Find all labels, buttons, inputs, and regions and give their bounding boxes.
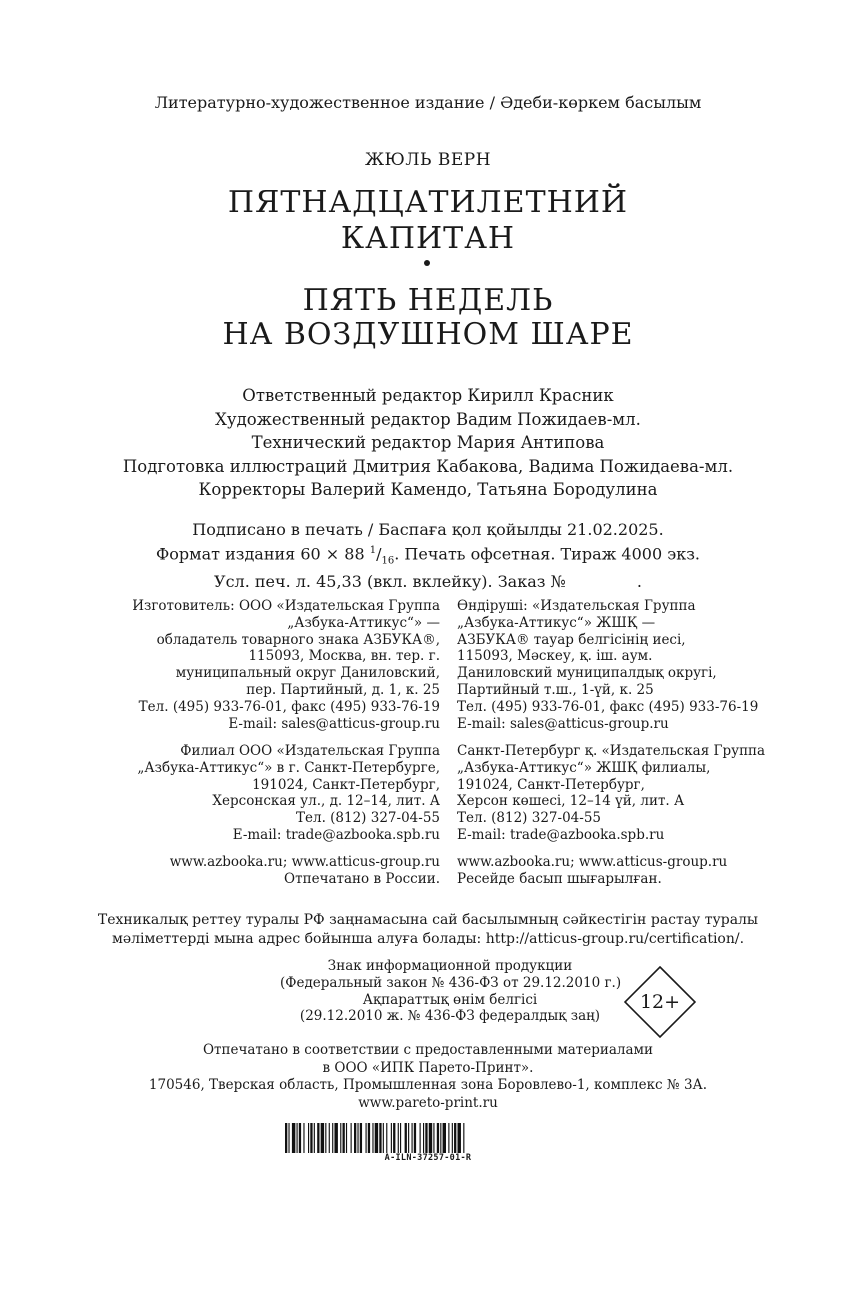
format-num: 1 (369, 544, 377, 556)
title-separator-dot (424, 260, 430, 266)
branch-ru (120, 743, 440, 844)
branch-kz (457, 743, 787, 844)
barcode-bar (321, 1123, 324, 1153)
publisher-ru-line: „Азбука-Аттикус“» — (287, 614, 440, 631)
web-kz-line: Ресейде басып шығарылған. (457, 870, 662, 887)
barcode-bar (354, 1123, 356, 1153)
format-line (0, 541, 856, 572)
barcode-bar (360, 1123, 362, 1153)
barcode-bar (372, 1123, 373, 1153)
publisher-kz-line: „Азбука-Аттикус“» ЖШҚ — (457, 614, 656, 631)
branch-kz-line: Херсон көшесі, 12–14 үй, лит. А (457, 793, 685, 810)
barcode-bar (292, 1123, 295, 1153)
web-kz (457, 854, 787, 888)
barcode-bar (375, 1123, 378, 1153)
author-name: ЖЮЛЬ ВЕРН (364, 150, 492, 170)
barcode-bar (379, 1123, 381, 1153)
printer-line: Отпечатано в соответствии с предоставленными материалами (202, 1042, 654, 1058)
credit-line: Художественный редактор Вадим Пожидаев-мл. (215, 409, 641, 429)
publisher-kz-line: Өндіруші: «Издательская Группа (457, 598, 696, 614)
barcode-bar (299, 1123, 301, 1153)
branch-ru-line: 191024, Санкт-Петербург, (252, 776, 440, 793)
credit-line: Ответственный редактор Кирилл Красник (242, 386, 614, 405)
barcode-bar (408, 1123, 409, 1153)
info-sign-line: Знак информационной продукции (327, 958, 573, 974)
barcode-bar (440, 1123, 441, 1153)
barcode-bar (405, 1123, 407, 1153)
tech-regulation-line: Техникалық реттеу туралы РФ заңнамасына сай басылымның сәйкестігін растау туралы (97, 912, 759, 928)
barcode-icon (283, 1123, 573, 1153)
barcode-bar (437, 1123, 439, 1153)
barcode-bar (386, 1123, 387, 1153)
branch-kz-line: Тел. (812) 327-04-55 (457, 810, 601, 827)
signed-to-print: Подписано в печать / Баспаға қол қойылды 21.02.2025. (192, 520, 664, 539)
printer-line: 170546, Тверская область, Промышленная зона Боровлево-1, комплекс № 3А. (148, 1077, 708, 1093)
credit-line: Корректоры Валерий Камендо, Татьяна Бородулина (198, 480, 658, 499)
publisher-ru (120, 598, 440, 732)
publisher-ru-line: пер. Партийный, д. 1, к. 25 (246, 681, 440, 698)
barcode-bar (332, 1123, 333, 1153)
publisher-kz (457, 598, 787, 732)
publisher-kz-line: 115093, Мәскеу, қ. іш. аум. (457, 648, 653, 665)
barcode-bar (308, 1123, 309, 1153)
barcode-bar (398, 1123, 399, 1153)
publisher-kz-line: Партийный т.ш., 1-үй, к. 25 (457, 681, 654, 698)
title-first-line-2: КАПИТАН (340, 221, 516, 256)
tech-regulation-line: мәліметтерді мына адрес бойынша алуға болады: http://atticus-group.ru/certification/. (111, 931, 745, 947)
printer-line: в ООО «ИПК Парето-Принт». (322, 1059, 534, 1076)
web-ru-line: www.azbooka.ru; www.atticus-group.ru (169, 854, 440, 870)
barcode-label: A-ILN-37257-01-R (384, 1153, 472, 1163)
publisher-kz-line: Даниловский муниципалдық округі, (457, 665, 717, 682)
barcode-bar (357, 1123, 358, 1153)
publisher-ru-line: муниципальный округ Даниловский, (175, 665, 440, 682)
publisher-kz-line: E-mail: sales@atticus-group.ru (457, 715, 669, 732)
publisher-kz-line: АЗБУКА® тауар белгісінің иесі, (457, 631, 686, 648)
barcode-bar (414, 1123, 416, 1153)
branch-kz-line: „Азбука-Аттикус“» ЖШҚ филиалы, (457, 759, 711, 776)
printer-line: www.pareto-print.ru (358, 1094, 498, 1111)
web-ru-line: Отпечатано в России. (284, 870, 440, 887)
barcode-bar (463, 1123, 464, 1153)
barcode-bar (452, 1123, 453, 1153)
web-kz-line: www.azbooka.ru; www.atticus-group.ru (457, 854, 728, 870)
title-second-line-1: ПЯТЬ НЕДЕЛЬ (302, 283, 554, 318)
publisher-ru-line: 115093, Москва, вн. тер. г. (248, 648, 440, 665)
barcode-bar (393, 1123, 395, 1153)
credit-line: Технический редактор Мария Антипова (251, 433, 605, 452)
barcode-bar (325, 1123, 326, 1153)
barcode-bar (329, 1123, 330, 1153)
barcode-bar (420, 1123, 421, 1153)
barcode-bar (288, 1123, 289, 1153)
barcode-bar (346, 1123, 347, 1153)
barcode-bar (454, 1123, 456, 1153)
barcode-bar (443, 1123, 446, 1153)
barcode-bar (368, 1123, 370, 1153)
credit-line: Подготовка иллюстраций Дмитрия Кабакова, Вадима Пожидаева-мл. (122, 456, 734, 476)
branch-kz-line: 191024, Санкт-Петербург, (457, 776, 645, 793)
title-second-line-2: НА ВОЗДУШНОМ ШАРЕ (222, 317, 634, 352)
format-post: . Печать офсетная. Тираж 4000 экз. (394, 543, 700, 563)
barcode-bar (351, 1123, 352, 1153)
barcode-bar (310, 1123, 312, 1153)
barcode-bar (317, 1123, 319, 1153)
barcode-bar (285, 1123, 287, 1153)
info-sign (280, 958, 620, 1025)
branch-kz-line: Санкт-Петербург қ. «Издательская Группа (457, 743, 766, 759)
barcode-bar (366, 1123, 367, 1153)
age-rating-badge (624, 966, 696, 1038)
branch-ru-line: Тел. (812) 327-04-55 (296, 810, 440, 827)
barcode-bar (458, 1123, 461, 1153)
publisher-kz-line: Тел. (495) 933-76-01, факс (495) 933-76-19 (457, 698, 759, 715)
publisher-ru-line: обладатель товарного знака АЗБУКА®, (156, 631, 440, 648)
barcode-bar (412, 1123, 413, 1153)
print-info (0, 520, 856, 592)
edition-type: Литературно-художественное издание / Әдеби-көркем басылым (154, 93, 702, 112)
barcode-bar (425, 1123, 427, 1153)
barcode-bar (340, 1123, 341, 1153)
barcode-bar (448, 1123, 449, 1153)
publisher-ru-line: Тел. (495) 933-76-01, факс (495) 933-76-19 (138, 698, 440, 715)
barcode-bar (400, 1123, 401, 1153)
format-pre: Формат издания 60 × 88 (155, 543, 370, 563)
title-first-line-1: ПЯТНАДЦАТИЛЕТНИЙ (227, 185, 629, 220)
barcode-bar (423, 1123, 424, 1153)
credits-block (0, 384, 856, 502)
barcode-bar (433, 1123, 434, 1153)
barcode-bar (391, 1123, 392, 1153)
barcode-bar (297, 1123, 298, 1153)
branch-ru-line: Филиал ООО «Издательская Группа (180, 743, 440, 759)
barcode-bar (429, 1123, 432, 1153)
sheets-order: Усл. печ. л. 45,33 (вкл. вклейку). Заказ № . (214, 571, 642, 591)
branch-ru-line: E-mail: trade@azbooka.spb.ru (232, 826, 440, 843)
web-ru (120, 854, 440, 888)
branch-ru-line: „Азбука-Аттикус“» в г. Санкт-Петербурге, (137, 759, 440, 776)
publisher-ru-line: E-mail: sales@atticus-group.ru (228, 715, 440, 732)
barcode-bar (314, 1123, 315, 1153)
info-sign-line: (Федеральный закон № 436-ФЗ от 29.12.2010 г.) (280, 974, 622, 991)
barcode-bar (383, 1123, 384, 1153)
branch-kz-line: E-mail: trade@azbooka.spb.ru (457, 826, 665, 843)
format-den: 16 (381, 555, 395, 567)
barcode-bar (303, 1123, 304, 1153)
info-sign-line: Ақпараттық өнім белгісі (362, 991, 538, 1008)
barcode-bar (343, 1123, 345, 1153)
branch-ru-line: Херсонская ул., д. 12–14, лит. А (212, 793, 440, 810)
publisher-ru-line: Изготовитель: ООО «Издательская Группа (132, 598, 440, 614)
info-sign-line: (29.12.2010 ж. № 436-ФЗ федералдық заң) (299, 1008, 601, 1025)
printer-info (0, 1042, 856, 1112)
tech-regulation (0, 911, 856, 949)
age-rating-text: 12+ (639, 991, 681, 1013)
barcode-bar (334, 1123, 337, 1153)
format-slash: / (376, 543, 382, 563)
